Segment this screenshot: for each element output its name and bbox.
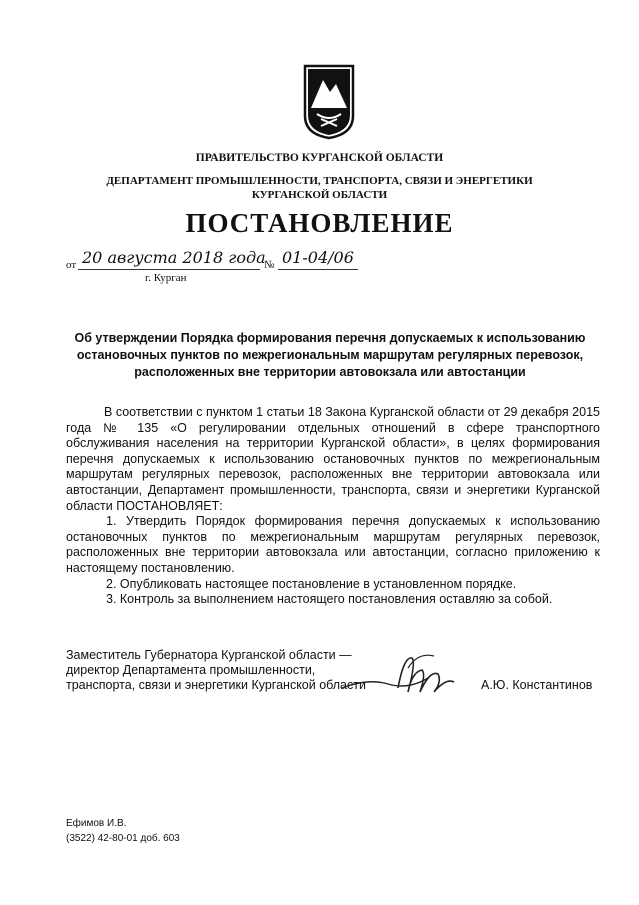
government-name: ПРАВИТЕЛЬСТВО КУРГАНСКОЙ ОБЛАСТИ: [195, 152, 444, 164]
document-number: 01-04/06: [282, 248, 354, 267]
department-name-line1: ДЕПАРТАМЕНТ ПРОМЫШЛЕННОСТИ, ТРАНСПОРТА, СВЯЗИ И ЭНЕРГЕТИКИ: [106, 175, 533, 187]
signer-title-line2: директор Департамента промышленности,: [66, 663, 316, 677]
signer-title-line1: Заместитель Губернатора Курганской области —: [66, 648, 352, 662]
item-1-paragraph: 1. Утвердить Порядок формирования перечня допускаемых к использованию остановочных пунктов по межрегиональным маршрутам регулярных перевозок, расположенных вне территории автовокзала или автостанции, согласно приложению к настоящему постановлению.: [66, 514, 600, 575]
coat-of-arms-icon: [303, 64, 355, 140]
department-name-line2: КУРГАНСКОЙ ОБЛАСТИ: [251, 189, 388, 201]
preamble-paragraph: В соответствии с пунктом 1 статьи 18 Закона Курганской области от 29 декабря 2015 года № 135 «О регулировании отдельных отношений в сфере транспортного обслуживания населения на территории Курганской области», в целях формирования перечня допускаемых к использованию остановочных пунктов по межрегиональным маршрутам регулярных перевозок, расположенных вне территории автовокзала или автостанции, Департамент промышленности, транспорта, связи и энергетики Курганской области ПОСТАНОВЛЯЕТ:: [66, 405, 600, 513]
document-body: [66, 405, 600, 608]
document-date: 20 августа 2018 года: [82, 248, 266, 267]
date-underline: [78, 269, 260, 270]
executor-name: Ефимов И.В.: [66, 818, 127, 829]
signer-name: А.Ю. Константинов: [481, 678, 593, 692]
signer-title-line3: транспорта, связи и энергетики Курганской области: [66, 678, 366, 692]
document-type-title: ПОСТАНОВЛЕНИЕ: [185, 208, 454, 238]
item-2-paragraph: 2. Опубликовать настоящее постановление в установленном порядке.: [106, 576, 517, 591]
item-3-paragraph: 3. Контроль за выполнением настоящего постановления оставляю за собой.: [106, 592, 553, 607]
document-subject: Об утверждении Порядка формирования перечня допускаемых к использованию остановочных пунктов по межрегиональным маршрутам регулярных перевозок, расположенных вне территории автовокзала или автостанции: [74, 331, 586, 379]
number-underline: [278, 269, 358, 270]
executor-phone: (3522) 42-80-01 доб. 603: [66, 833, 180, 844]
number-sign: №: [264, 259, 275, 271]
handwritten-signature-icon: [338, 648, 478, 700]
city-name: г. Курган: [145, 272, 187, 284]
date-prefix: от: [66, 259, 77, 271]
